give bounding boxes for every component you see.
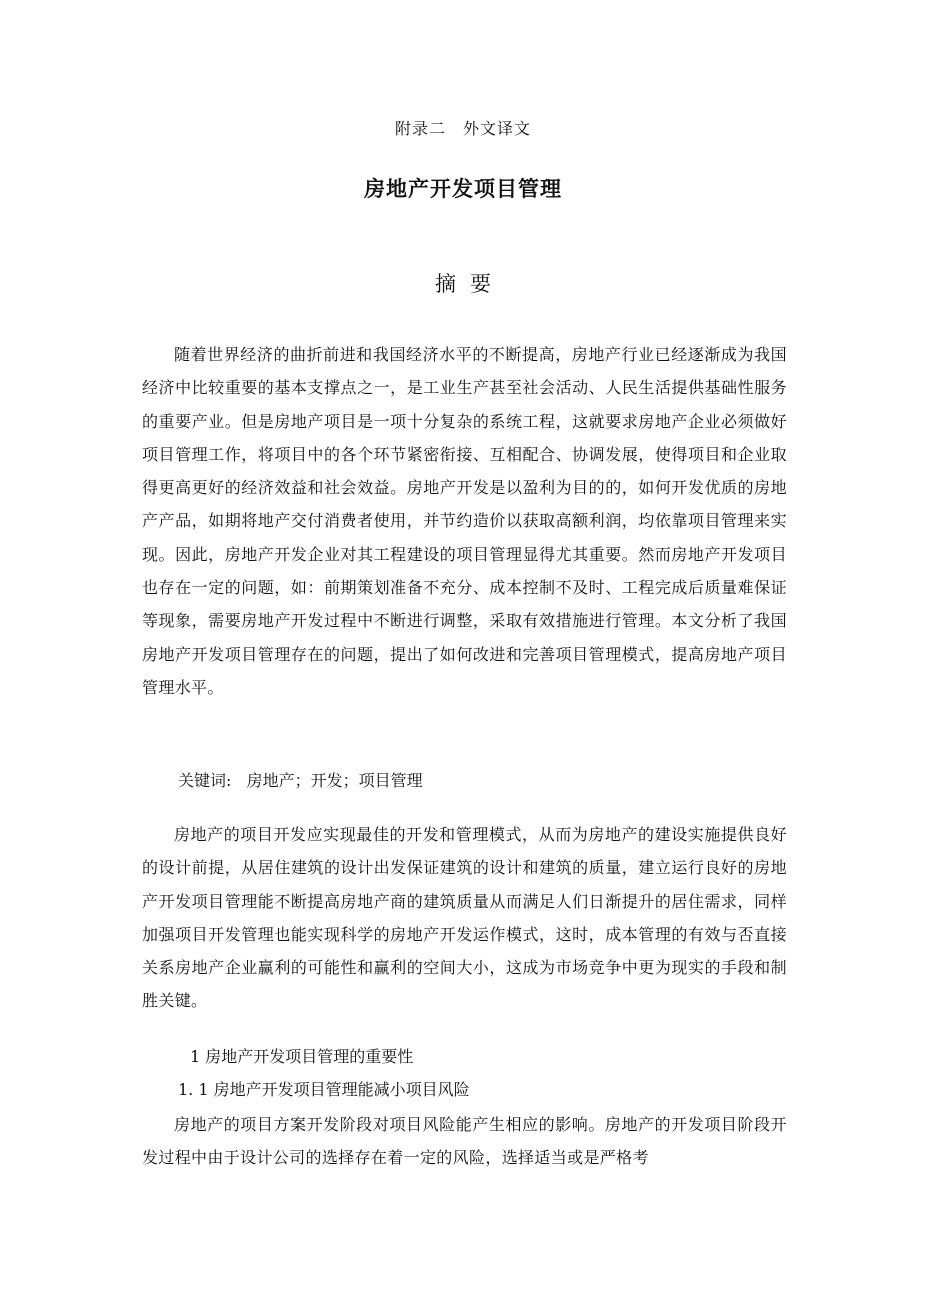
appendix-label: 附录二 外文译文	[394, 119, 531, 138]
section-1-heading: 1 房地产开发项目管理的重要性	[190, 1047, 414, 1066]
section-1-1-heading: 1. 1 房地产开发项目管理能减小项目风险	[178, 1080, 470, 1099]
document-title: 房地产开发项目管理	[364, 176, 562, 201]
section-1-1-paragraph: 房地产的项目方案开发阶段对项目风险能产生相应的影响。房地产的开发项目阶段开发过程中由于设计公司的选择存在着一定的风险，选择适当或是严格考	[142, 1115, 787, 1168]
abstract-heading: 摘要	[435, 272, 505, 296]
intro-paragraph: 房地产的项目开发应实现最佳的开发和管理模式，从而为房地产的建设实施提供良好的设计前提，从居住建筑的设计出发保证建筑的设计和建筑的质量，建立运行良好的房地产开发项目管理能不断提高房地产商的建筑质量从而满足人们日渐提升的居住需求，同样加强项目开发管理也能实现科学的房地产开发运作模式，这时，成本管理的有效与否直接关系房地产企业赢利的可能性和赢利的空间大小，这成为市场竞争中更为现实的手段和制胜关键。	[142, 825, 787, 1011]
keywords-line	[178, 768, 423, 794]
abstract-paragraph: 随着世界经济的曲折前进和我国经济水平的不断提高，房地产行业已经逐渐成为我国经济中比较重要的基本支撑点之一，是工业生产甚至社会活动、人民生活提供基础性服务的重要产业。但是房地产项目是一项十分复杂的系统工程，这就要求房地产企业必须做好项目管理工作，将项目中的各个环节紧密衔接、互相配合、协调发展，使得项目和企业取得更高更好的经济效益和社会效益。房地产开发是以盈利为目的的，如何开发优质的房地产产品，如期将地产交付消费者使用，并节约造价以获取高额利润，均依靠项目管理来实现。因此，房地产开发企业对其工程建设的项目管理显得尤其重要。然而房地产开发项目也存在一定的问题，如：前期策划准备不充分、成本控制不及时、工程完成后质量难保证等现象，需要房地产开发过程中不断进行调整，采取有效措施进行管理。本文分析了我国房地产开发项目管理存在的问题，提出了如何改进和完善项目管理模式，提高房地产项目管理水平。	[142, 345, 787, 697]
keywords-value: 房地产；开发；项目管理	[246, 771, 423, 790]
keywords-label: 关键词:	[178, 771, 232, 790]
